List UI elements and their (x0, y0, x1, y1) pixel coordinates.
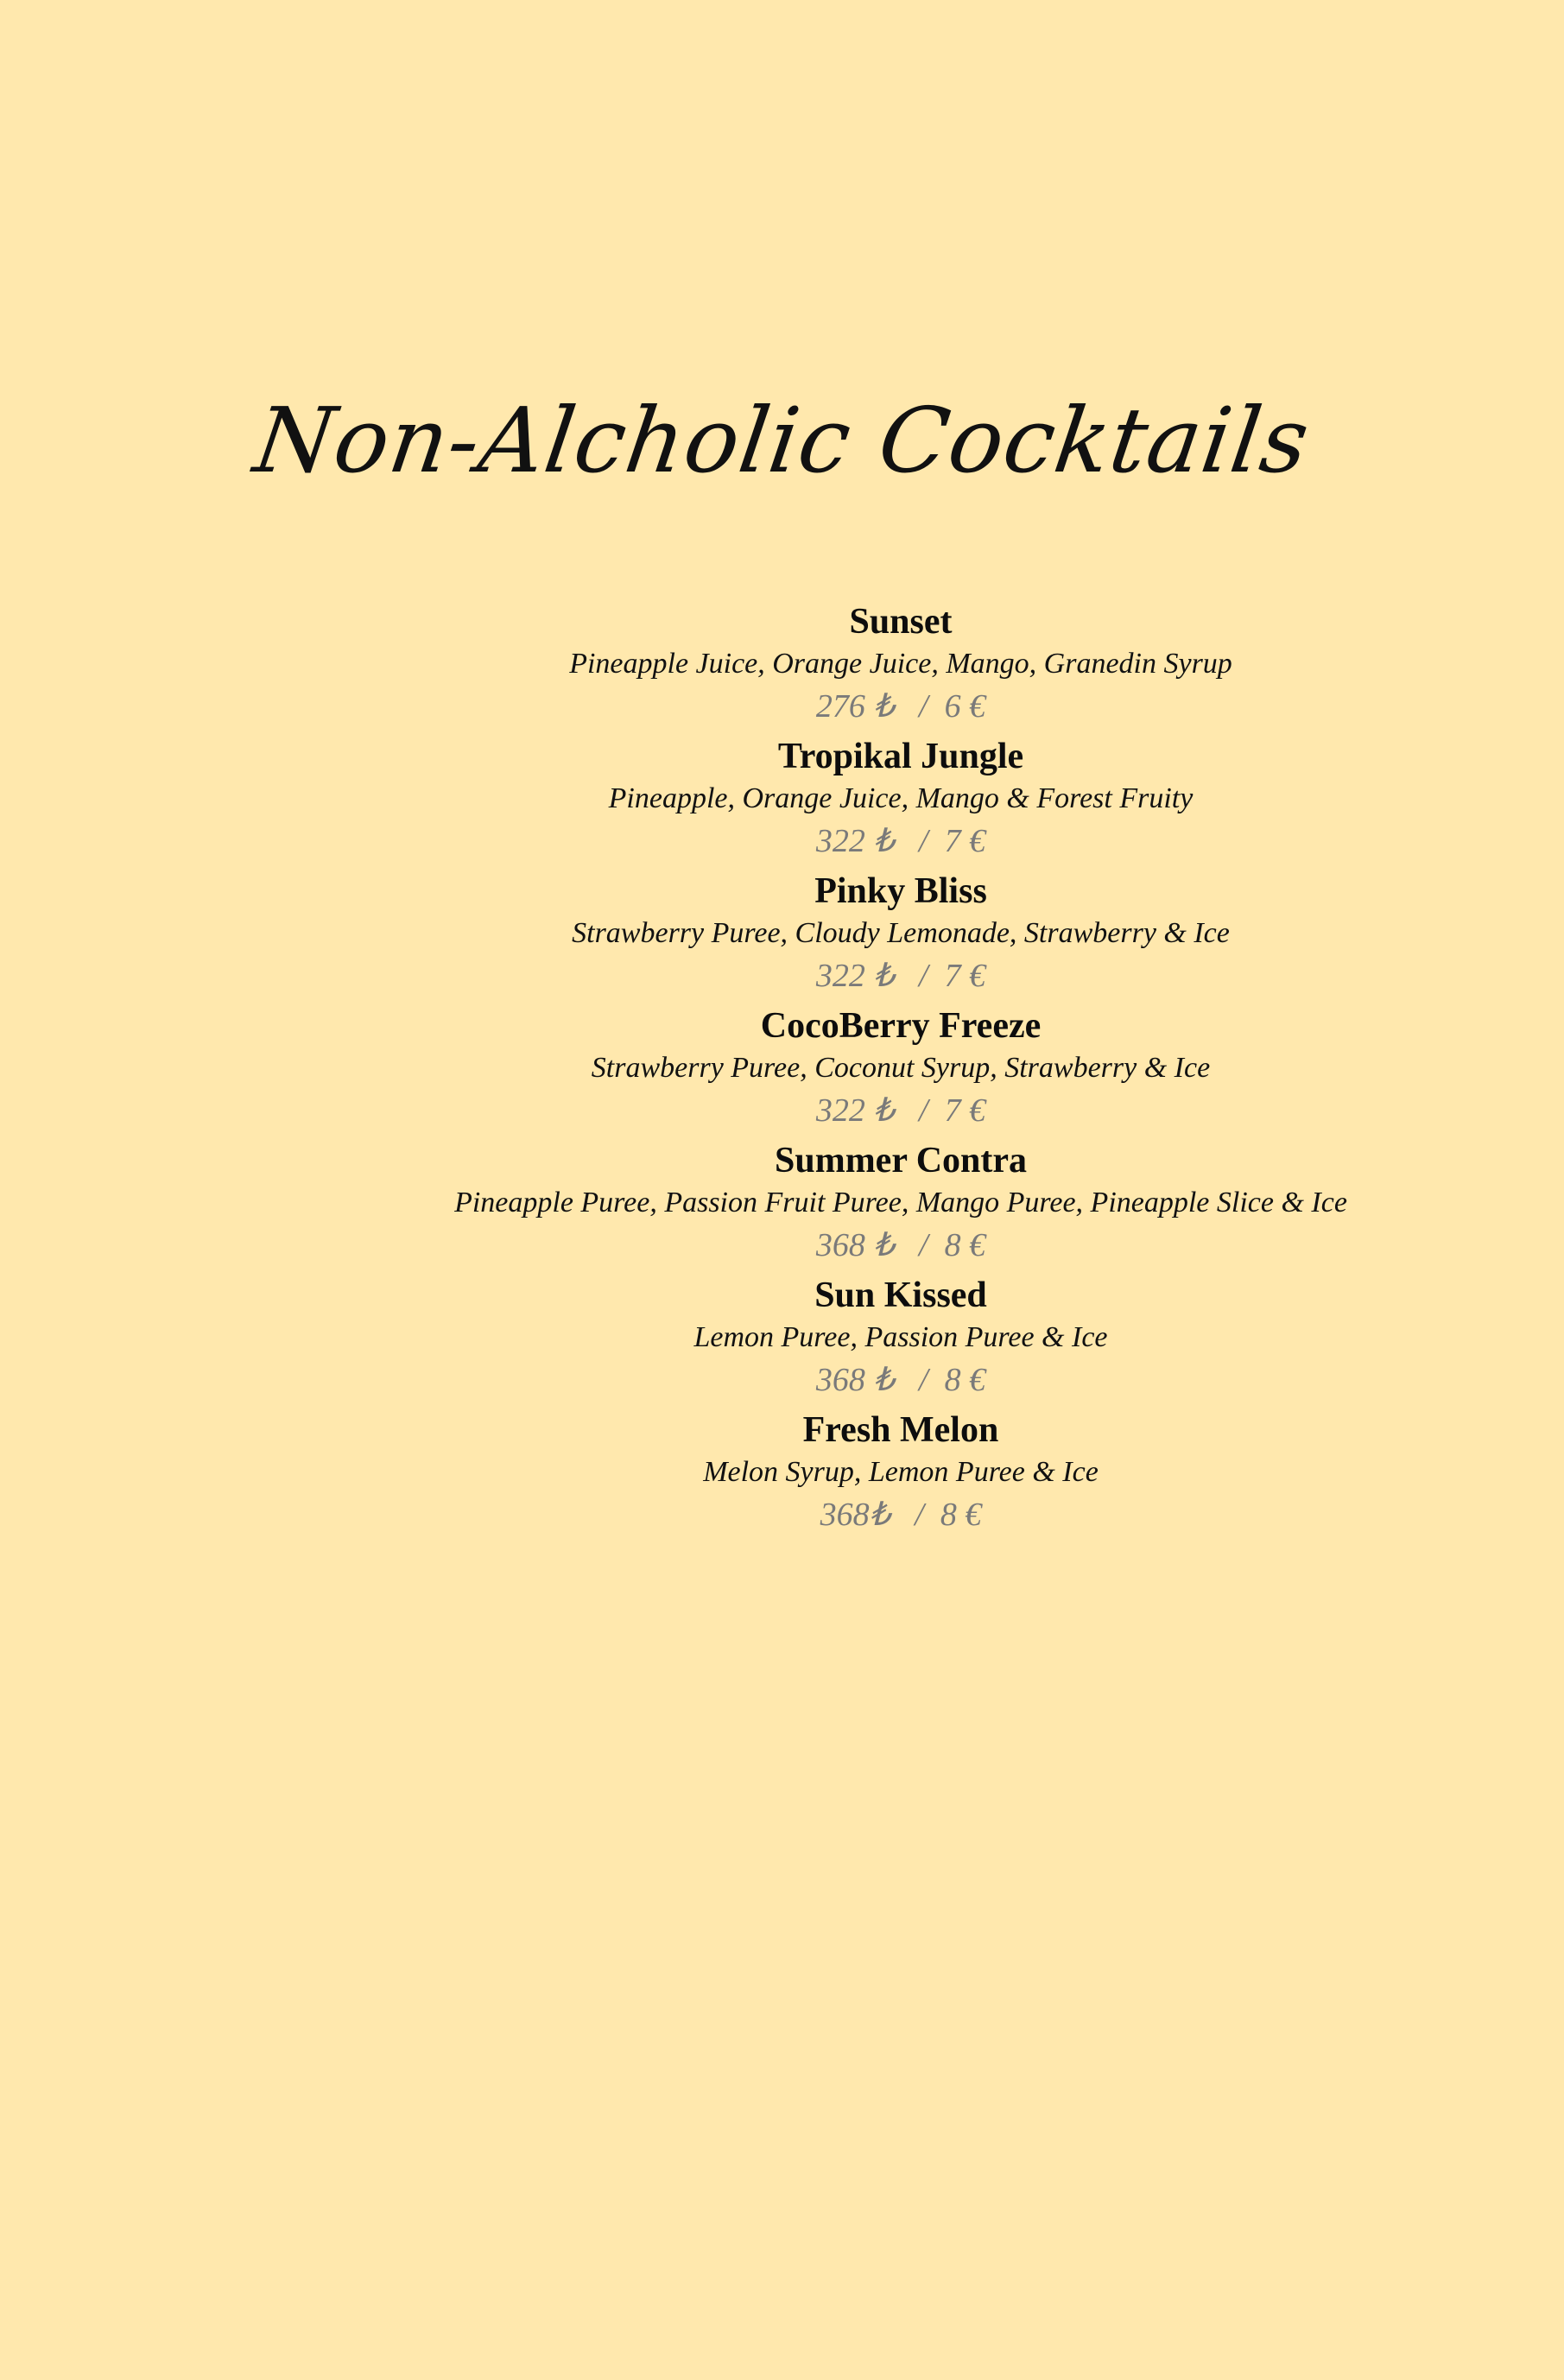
menu-item-sunset (383, 600, 1419, 735)
menu-item-summer-contra (383, 1139, 1419, 1274)
item-price: 322 ₺ / 7 € (815, 823, 986, 859)
item-price: 276 ₺ / 6 € (815, 688, 986, 725)
item-price: 322 ₺ / 7 € (815, 1092, 986, 1129)
item-name: Summer Contra (774, 1141, 1028, 1181)
item-price: 368 ₺ / 8 € (815, 1227, 986, 1263)
item-name: Sun Kissed (814, 1275, 987, 1315)
item-ingredients: Pineapple, Orange Juice, Mango & Forest Fruity (608, 782, 1194, 814)
item-name: Fresh Melon (802, 1410, 999, 1450)
item-name: Pinky Bliss (814, 871, 987, 911)
item-name: CocoBerry Freeze (760, 1006, 1042, 1046)
item-price: 368 ₺ / 8 € (815, 1362, 986, 1398)
item-name: Tropikal Jungle (777, 737, 1024, 776)
item-price: 368₺ / 8 € (820, 1497, 982, 1533)
item-price: 322 ₺ / 7 € (815, 958, 986, 994)
item-ingredients: Strawberry Puree, Coconut Syrup, Strawberry & Ice (591, 1052, 1211, 1084)
menu-item-sun-kissed (383, 1274, 1419, 1408)
item-ingredients: Melon Syrup, Lemon Puree & Ice (703, 1456, 1099, 1488)
item-ingredients: Pineapple Juice, Orange Juice, Mango, Granedin Syrup (569, 648, 1232, 680)
item-name: Sunset (849, 602, 953, 642)
menu-item-tropikal-jungle (383, 735, 1419, 870)
menu-item-fresh-melon (383, 1408, 1419, 1543)
menu-title: Non-Alcholic Cocktails (248, 388, 1316, 493)
menu-item-cocoberry-freeze (383, 1004, 1419, 1139)
item-ingredients: Strawberry Puree, Cloudy Lemonade, Strawberry & Ice (572, 917, 1230, 949)
item-ingredients: Lemon Puree, Passion Puree & Ice (693, 1321, 1108, 1353)
menu-list (383, 600, 1419, 1543)
menu-item-pinky-bliss (383, 870, 1419, 1004)
item-ingredients: Pineapple Puree, Passion Fruit Puree, Mango Puree, Pineapple Slice & Ice (454, 1187, 1347, 1218)
